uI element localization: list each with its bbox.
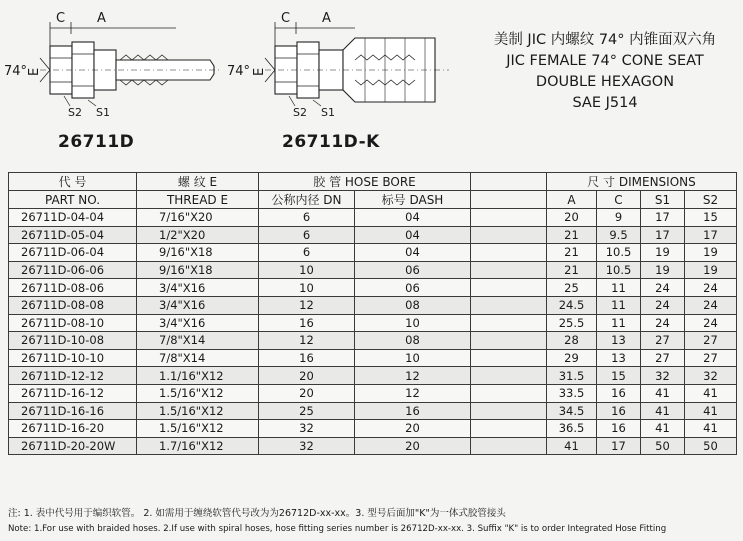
- title-en-line1: JIC FEMALE 74° CONE SEAT: [506, 53, 704, 69]
- cell-part-no: 26711D-20-20W: [9, 437, 137, 455]
- table-row: [9, 314, 737, 332]
- cell-dn: 12: [259, 332, 355, 350]
- header-hose-bore: 胶 管 HOSE BORE: [259, 173, 471, 191]
- cell-s1: 41: [641, 384, 685, 402]
- cell-dash: 08: [355, 332, 471, 350]
- cell-part-no: 26711D-05-04: [9, 226, 137, 244]
- cell-dn: 20: [259, 367, 355, 385]
- dim-e-label: E: [27, 67, 42, 76]
- cell-dash: 20: [355, 420, 471, 438]
- cell-dn: 12: [259, 296, 355, 314]
- cell-a: 21: [547, 261, 597, 279]
- fitting-diagram: [0, 8, 230, 118]
- cell-thread: 7/16"X20: [137, 209, 259, 227]
- cell-a: 33.5: [547, 384, 597, 402]
- cell-part-no: 26711D-08-10: [9, 314, 137, 332]
- cell-dash: 12: [355, 384, 471, 402]
- angle-label: 74°: [227, 64, 251, 79]
- dim-s1-label: S1: [96, 106, 110, 118]
- cell-dn: 32: [259, 437, 355, 455]
- cell-blank: [471, 261, 547, 279]
- header-blank: [471, 173, 547, 191]
- cell-s2: 24: [685, 314, 737, 332]
- cell-blank: [471, 332, 547, 350]
- header-dimensions: 尺 寸 DIMENSIONS: [547, 173, 737, 191]
- fitting-drawing-26711d: [0, 8, 230, 118]
- dim-e-label: E: [252, 67, 267, 76]
- model-label-26711d: 26711D: [58, 132, 135, 152]
- cell-blank: [471, 437, 547, 455]
- model-label-26711d-k: 26711D-K: [282, 132, 380, 152]
- cell-blank: [471, 349, 547, 367]
- header-part-no: PART NO.: [9, 191, 137, 209]
- cell-s1: 27: [641, 332, 685, 350]
- table-row: [9, 332, 737, 350]
- cell-s1: 24: [641, 296, 685, 314]
- header-blank: [471, 191, 547, 209]
- title-cn: 美制 JIC 内螺纹 74° 内锥面双六角: [493, 32, 717, 48]
- cell-dn: 6: [259, 226, 355, 244]
- header-c: C: [597, 191, 641, 209]
- cell-dash: 04: [355, 226, 471, 244]
- cell-c: 13: [597, 332, 641, 350]
- cell-part-no: 26711D-10-08: [9, 332, 137, 350]
- header-dash: 标号 DASH: [355, 191, 471, 209]
- cell-a: 36.5: [547, 420, 597, 438]
- cell-dash: 04: [355, 244, 471, 262]
- table-row: [9, 367, 737, 385]
- cell-s1: 19: [641, 244, 685, 262]
- cell-thread: 1/2"X20: [137, 226, 259, 244]
- cell-dn: 32: [259, 420, 355, 438]
- specification-table: [8, 172, 737, 455]
- dim-s1-label: S1: [321, 106, 335, 118]
- title-standard: SAE J514: [572, 95, 638, 111]
- cell-dn: 6: [259, 244, 355, 262]
- table-row: [9, 437, 737, 455]
- cell-c: 16: [597, 384, 641, 402]
- header-thread-e: THREAD E: [137, 191, 259, 209]
- cell-thread: 7/8"X14: [137, 349, 259, 367]
- cell-c: 10.5: [597, 261, 641, 279]
- cell-s1: 50: [641, 437, 685, 455]
- cell-s2: 41: [685, 402, 737, 420]
- cell-c: 13: [597, 349, 641, 367]
- table-row: [9, 279, 737, 297]
- dim-c-label: C: [281, 11, 291, 26]
- cell-s1: 27: [641, 349, 685, 367]
- cell-blank: [471, 367, 547, 385]
- table-row: [9, 384, 737, 402]
- title-en-line2: DOUBLE HEXAGON: [535, 74, 675, 90]
- angle-label: 74°: [4, 64, 28, 79]
- cell-dn: 10: [259, 261, 355, 279]
- cell-dash: 06: [355, 261, 471, 279]
- cell-thread: 1.5/16"X12: [137, 384, 259, 402]
- header-thread-cn: 螺 纹 E: [137, 173, 259, 191]
- cell-dash: 04: [355, 209, 471, 227]
- cell-thread: 9/16"X18: [137, 244, 259, 262]
- cell-blank: [471, 314, 547, 332]
- header-a: A: [547, 191, 597, 209]
- cell-part-no: 26711D-06-06: [9, 261, 137, 279]
- dim-s2-label: S2: [293, 106, 307, 118]
- table-row: [9, 349, 737, 367]
- cell-part-no: 26711D-10-10: [9, 349, 137, 367]
- dim-a-label: A: [97, 11, 106, 26]
- header-code-cn: 代 号: [9, 173, 137, 191]
- cell-blank: [471, 402, 547, 420]
- table-row: [9, 244, 737, 262]
- cell-s1: 41: [641, 402, 685, 420]
- cell-blank: [471, 384, 547, 402]
- cell-a: 29: [547, 349, 597, 367]
- cell-dn: 16: [259, 349, 355, 367]
- cell-c: 11: [597, 296, 641, 314]
- cell-a: 21: [547, 226, 597, 244]
- cell-a: 24.5: [547, 296, 597, 314]
- cell-s2: 17: [685, 226, 737, 244]
- cell-c: 15: [597, 367, 641, 385]
- cell-a: 20: [547, 209, 597, 227]
- cell-dash: 20: [355, 437, 471, 455]
- cell-a: 31.5: [547, 367, 597, 385]
- table-header-row-2: [9, 191, 737, 209]
- cell-s2: 15: [685, 209, 737, 227]
- cell-dn: 6: [259, 209, 355, 227]
- cell-dn: 16: [259, 314, 355, 332]
- dim-s2-label: S2: [68, 106, 82, 118]
- cell-blank: [471, 296, 547, 314]
- cell-dash: 10: [355, 314, 471, 332]
- cell-thread: 1.5/16"X12: [137, 402, 259, 420]
- table-row: [9, 296, 737, 314]
- cell-dn: 20: [259, 384, 355, 402]
- cell-part-no: 26711D-16-20: [9, 420, 137, 438]
- table-row: [9, 209, 737, 227]
- notes-english: Note: 1.For use with braided hoses. 2.If use with spiral hoses, hose fitting series number is 26712D-xx-xx. 3. Suffix "K" is to order Integrated Hose Fitting: [8, 524, 667, 534]
- cell-thread: 3/4"X16: [137, 296, 259, 314]
- cell-s2: 19: [685, 261, 737, 279]
- cell-s2: 19: [685, 244, 737, 262]
- cell-thread: 1.7/16"X12: [137, 437, 259, 455]
- cell-c: 11: [597, 279, 641, 297]
- cell-part-no: 26711D-08-06: [9, 279, 137, 297]
- cell-blank: [471, 244, 547, 262]
- cell-part-no: 26711D-16-12: [9, 384, 137, 402]
- cell-blank: [471, 209, 547, 227]
- cell-dn: 10: [259, 279, 355, 297]
- header-s1: S1: [641, 191, 685, 209]
- cell-blank: [471, 420, 547, 438]
- header-s2: S2: [685, 191, 737, 209]
- table-row: [9, 261, 737, 279]
- cell-s1: 17: [641, 226, 685, 244]
- cell-c: 10.5: [597, 244, 641, 262]
- table-row: [9, 402, 737, 420]
- cell-a: 25.5: [547, 314, 597, 332]
- table-row: [9, 226, 737, 244]
- cell-part-no: 26711D-12-12: [9, 367, 137, 385]
- cell-dash: 16: [355, 402, 471, 420]
- cell-s2: 41: [685, 384, 737, 402]
- cell-dash: 08: [355, 296, 471, 314]
- cell-thread: 7/8"X14: [137, 332, 259, 350]
- cell-c: 9: [597, 209, 641, 227]
- cell-s2: 50: [685, 437, 737, 455]
- cell-s1: 32: [641, 367, 685, 385]
- cell-thread: 1.1/16"X12: [137, 367, 259, 385]
- cell-s1: 24: [641, 314, 685, 332]
- cell-blank: [471, 226, 547, 244]
- dim-c-label: C: [56, 11, 66, 26]
- cell-part-no: 26711D-16-16: [9, 402, 137, 420]
- cell-s2: 27: [685, 349, 737, 367]
- cell-thread: 3/4"X16: [137, 314, 259, 332]
- cell-c: 16: [597, 402, 641, 420]
- fitting-drawing-26711d-k: [225, 8, 465, 118]
- cell-a: 25: [547, 279, 597, 297]
- cell-s2: 32: [685, 367, 737, 385]
- fitting-diagram-k: [225, 8, 465, 118]
- table-row: [9, 420, 737, 438]
- cell-a: 41: [547, 437, 597, 455]
- cell-dn: 25: [259, 402, 355, 420]
- cell-s1: 17: [641, 209, 685, 227]
- cell-c: 9.5: [597, 226, 641, 244]
- cell-part-no: 26711D-08-08: [9, 296, 137, 314]
- dim-a-label: A: [322, 11, 331, 26]
- header-dn: 公称内径 DN: [259, 191, 355, 209]
- cell-c: 11: [597, 314, 641, 332]
- cell-dash: 10: [355, 349, 471, 367]
- cell-a: 28: [547, 332, 597, 350]
- cell-a: 34.5: [547, 402, 597, 420]
- cell-blank: [471, 279, 547, 297]
- cell-s2: 24: [685, 279, 737, 297]
- cell-dash: 12: [355, 367, 471, 385]
- cell-s2: 24: [685, 296, 737, 314]
- cell-s2: 27: [685, 332, 737, 350]
- cell-thread: 1.5/16"X12: [137, 420, 259, 438]
- cell-s1: 19: [641, 261, 685, 279]
- cell-a: 21: [547, 244, 597, 262]
- cell-c: 17: [597, 437, 641, 455]
- cell-s1: 41: [641, 420, 685, 438]
- cell-dash: 06: [355, 279, 471, 297]
- notes-chinese: 注: 1. 表中代号用于编织软管。 2. 如需用于缠绕软管代号改为为26712D-xx-xx。3. 型号后面加"K"为一体式胶管接头: [8, 508, 506, 519]
- cell-part-no: 26711D-06-04: [9, 244, 137, 262]
- cell-part-no: 26711D-04-04: [9, 209, 137, 227]
- cell-thread: 3/4"X16: [137, 279, 259, 297]
- cell-c: 16: [597, 420, 641, 438]
- cell-s1: 24: [641, 279, 685, 297]
- product-title: [470, 30, 740, 114]
- cell-s2: 41: [685, 420, 737, 438]
- cell-thread: 9/16"X18: [137, 261, 259, 279]
- table-header-row-1: [9, 173, 737, 191]
